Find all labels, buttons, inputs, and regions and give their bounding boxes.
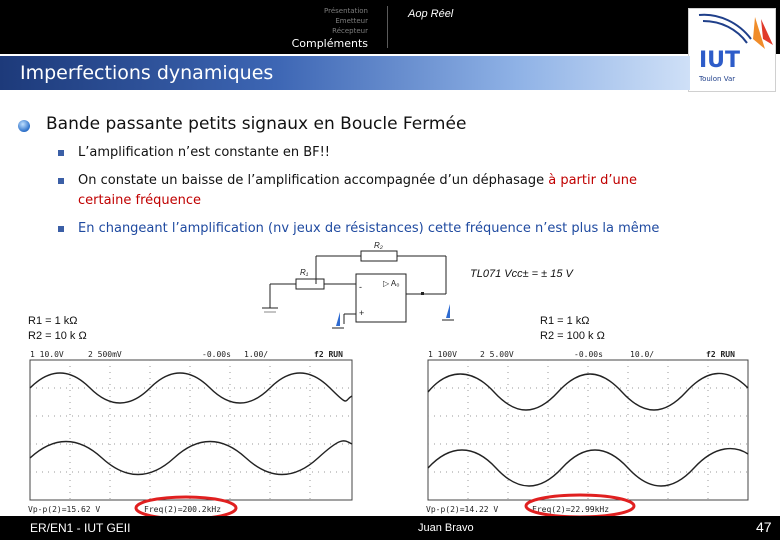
nav-item-presentation[interactable]: Présentation [324,7,368,15]
label-r1: R₁ [300,268,309,277]
circuit-diagram [256,238,466,328]
scope-left-screen [30,360,352,500]
sub-bullet-3-text: En changeant l’amplification (nv jeux de résistances) cette fréquence n’est plus la même [78,221,660,236]
label-r2: R₂ [374,241,383,250]
oscilloscope-right [424,348,752,516]
footer-course: ER/EN1 - IUT GEII [30,521,131,535]
sub-bullet-1-text: L’amplification n’est constante en BF!! [78,145,331,160]
sub-bullet-2-text-line2: certaine fréquence [78,193,202,208]
resistor-r2 [361,251,397,261]
scope-left-ch2: 2 500mV [88,350,122,359]
opamp-symbol: ▷ A₀ [383,279,400,288]
scope-right-vpp: Vp-p(2)=14.22 V [426,505,499,514]
logo-subtitle: Toulon Var [699,75,736,83]
nav-item-recepteur[interactable]: Récepteur [332,27,368,35]
scope-left-time: -0.00s [202,350,231,359]
oscilloscope-left [26,348,356,516]
sub-bullet-2-text-red: à partir d’une [548,173,637,188]
opamp-plus: + [359,308,365,318]
scope-right-ch1: 1 100V [428,350,457,359]
scope-left-freq: Freq(2)=200.2kHz [144,505,222,514]
resistor-r1 [296,279,324,289]
scope-left-ch1: 1 10.0V [30,350,64,359]
nav-item-emetteur[interactable]: Emetteur [335,17,368,25]
header-divider [387,6,388,48]
scope-left-vpp: Vp-p(2)=15.62 V [28,505,101,514]
iut-logo [688,8,776,92]
footer-author: Juan Bravo [418,522,474,534]
scope-right-time: -0.00s [574,350,603,359]
scope-right-div: 10.0/ [630,350,655,359]
footer-bar [0,516,780,540]
sub-bullet-2-text-before: On constate un baisse de l’amplification accompagnée d’un déphasage [78,173,549,188]
nav-item-complements[interactable]: Compléments [291,37,368,50]
left-r2-value: R2 = 10 k Ω [28,330,87,342]
opamp-minus: - [359,282,362,292]
page-number: 47 [756,519,772,535]
scope-right-freq: Freq(2)=22.99kHz [532,505,610,514]
square-bullet-icon [58,150,64,156]
opamp-label: TL071 Vcc± = ± 15 V [470,268,573,280]
bullet-dot-icon [18,120,30,132]
header-bar [0,0,780,54]
sub-bullet-2-text [78,172,637,190]
title-band [0,56,690,90]
right-r2-value: R2 = 100 k Ω [540,330,605,342]
logo-text: IUT [699,48,741,73]
right-r1-value: R1 = 1 kΩ [540,315,590,327]
square-bullet-icon [58,178,64,184]
section-title: Aop Réel [408,8,454,20]
scope-right-screen [428,360,748,500]
scope-right-run: f2 RUN [706,350,735,359]
nav-menu [230,6,368,51]
left-r1-value: R1 = 1 kΩ [28,315,78,327]
scope-left-run: f2 RUN [314,350,343,359]
scope-right-ch2: 2 5.00V [480,350,514,359]
square-bullet-icon [58,226,64,232]
probe-ve-icon [328,310,348,332]
slide-title: Imperfections dynamiques [20,62,274,84]
scope-left-div: 1.00/ [244,350,269,359]
main-bullet-text: Bande passante petits signaux en Boucle Fermée [46,114,467,134]
circuit-svg [256,238,466,328]
probe-vs-icon [440,302,460,324]
